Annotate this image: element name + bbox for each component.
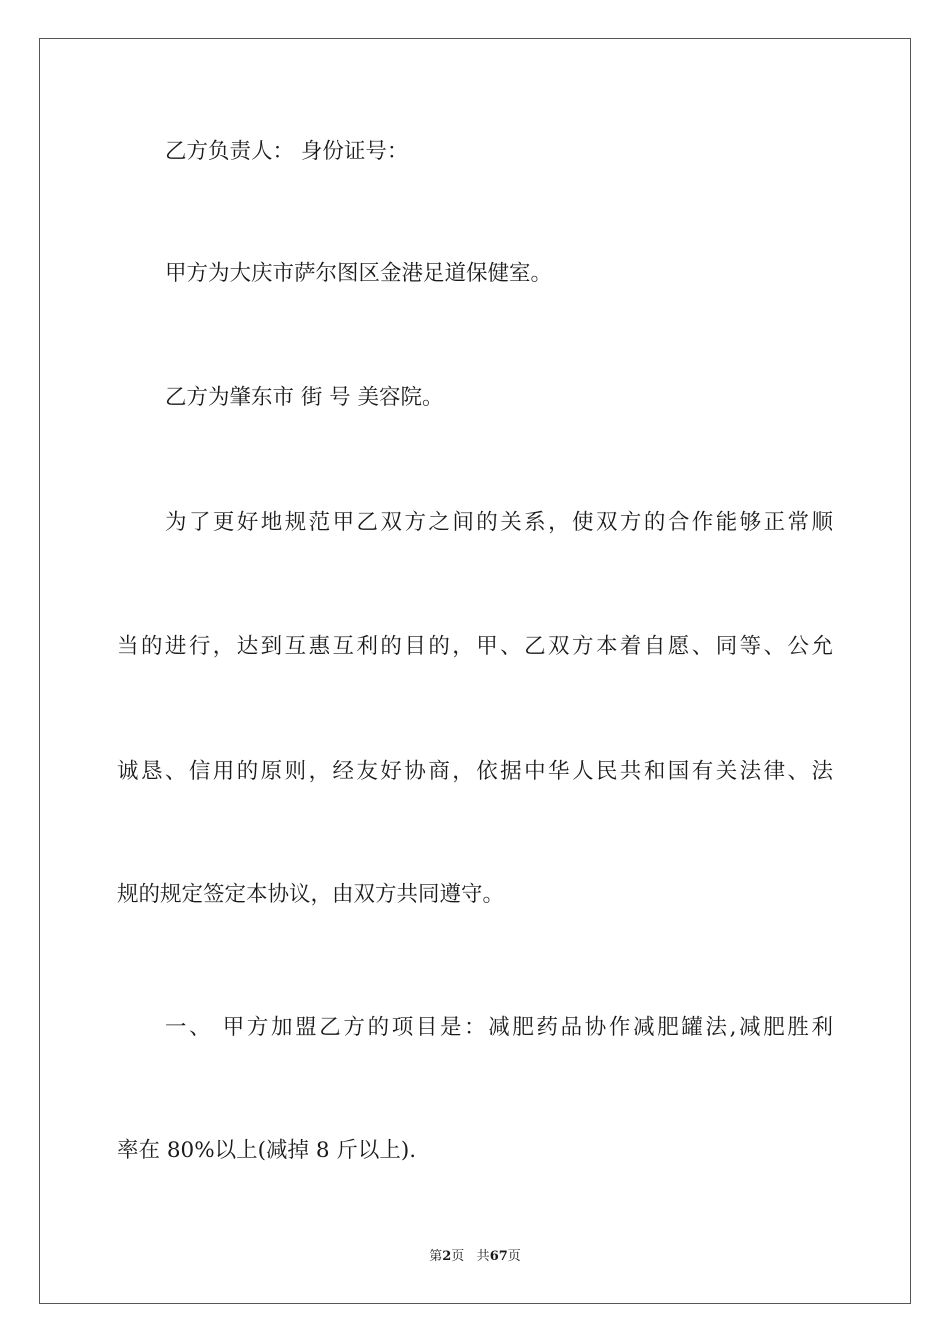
paragraph-line-party-b: 乙方为肇东市 街 号 美容院。 [165,385,444,410]
page-frame [39,38,911,1304]
total-suffix: 页 [507,1249,521,1264]
paragraph-line-purpose-1: 为了更好地规范甲乙双方之间的关系，使双方的合作能够正常顺 [165,510,833,535]
page-footer [0,1245,950,1264]
page-number: 2 [442,1249,452,1264]
paragraph-line-item-1a: 一、 甲方加盟乙方的项目是：减肥药品协作减肥罐法,减肥胜利 [165,1015,833,1040]
paragraph-line-party-a: 甲方为大庆市萨尔图区金港足道保健室。 [165,261,553,286]
paragraph-line-purpose-3: 诚恳、信用的原则，经友好协商，依据中华人民共和国有关法律、法 [117,759,833,784]
page-prefix: 第 [429,1249,443,1264]
paragraph-line-item-1b: 率在 80%以上(减掉 8 斤以上). [117,1138,417,1163]
paragraph-line-responsible-person: 乙方负责人： 身份证号： [165,139,409,164]
page-suffix: 页 [451,1249,465,1264]
paragraph-line-purpose-4: 规的规定签定本协议，由双方共同遵守。 [117,882,505,907]
total-prefix: 共 [476,1249,490,1264]
total-pages: 67 [489,1249,508,1264]
paragraph-line-purpose-2: 当的进行，达到互惠互利的目的，甲、乙双方本着自愿、同等、公允 [117,634,833,659]
